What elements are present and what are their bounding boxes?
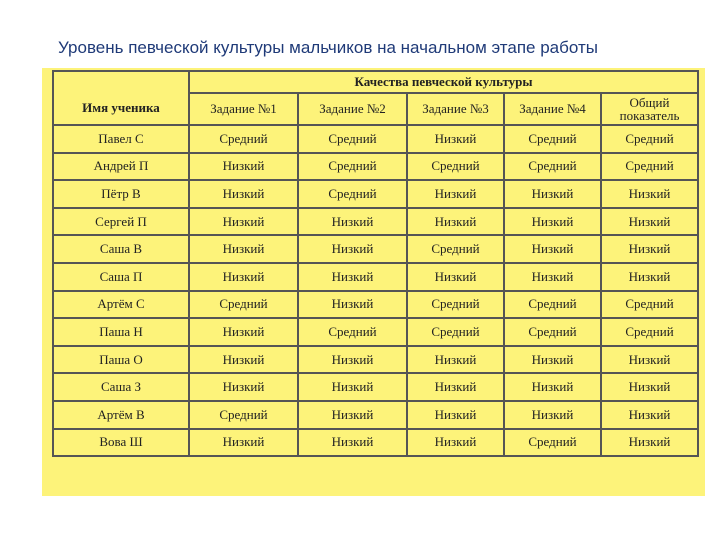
level-cell: Средний xyxy=(407,235,504,263)
student-name-cell: Саша З xyxy=(53,373,189,401)
results-table xyxy=(52,70,699,457)
level-cell: Средний xyxy=(504,291,601,319)
level-cell: Средний xyxy=(601,125,698,153)
level-cell: Средний xyxy=(407,153,504,181)
student-name-cell: Саша П xyxy=(53,263,189,291)
column-header-task-3: Задание №3 xyxy=(407,93,504,125)
level-cell: Низкий xyxy=(407,429,504,457)
student-name-cell: Пётр В xyxy=(53,180,189,208)
level-cell: Средний xyxy=(298,153,407,181)
level-cell: Средний xyxy=(189,125,298,153)
level-cell: Низкий xyxy=(407,401,504,429)
level-cell: Средний xyxy=(298,125,407,153)
level-cell: Низкий xyxy=(407,346,504,374)
level-cell: Средний xyxy=(504,125,601,153)
level-cell: Средний xyxy=(298,318,407,346)
level-cell: Низкий xyxy=(189,180,298,208)
level-cell: Низкий xyxy=(298,291,407,319)
column-header-task-1: Задание №1 xyxy=(189,93,298,125)
name-column-header: Имя ученика xyxy=(53,71,189,125)
column-header-overall: Общий показатель xyxy=(601,93,698,125)
student-name-cell: Саша В xyxy=(53,235,189,263)
student-name-cell: Вова Ш xyxy=(53,429,189,457)
table-row xyxy=(53,235,698,263)
level-cell: Низкий xyxy=(601,373,698,401)
student-name-cell: Паша Н xyxy=(53,318,189,346)
level-cell: Низкий xyxy=(189,235,298,263)
level-cell: Низкий xyxy=(601,208,698,236)
level-cell: Низкий xyxy=(504,373,601,401)
level-cell: Средний xyxy=(189,401,298,429)
level-cell: Низкий xyxy=(601,235,698,263)
level-cell: Низкий xyxy=(298,346,407,374)
table-row xyxy=(53,208,698,236)
level-cell: Низкий xyxy=(189,208,298,236)
level-cell: Низкий xyxy=(298,429,407,457)
table-row xyxy=(53,263,698,291)
column-header-task-4: Задание №4 xyxy=(504,93,601,125)
level-cell: Низкий xyxy=(298,235,407,263)
table-row xyxy=(53,291,698,319)
student-name-cell: Артём С xyxy=(53,291,189,319)
level-cell: Средний xyxy=(504,153,601,181)
student-name-cell: Сергей П xyxy=(53,208,189,236)
group-header: Качества певческой культуры xyxy=(189,71,698,93)
level-cell: Низкий xyxy=(407,263,504,291)
level-cell: Средний xyxy=(189,291,298,319)
level-cell: Низкий xyxy=(504,263,601,291)
level-cell: Низкий xyxy=(601,346,698,374)
table-row xyxy=(53,125,698,153)
student-name-cell: Артём В xyxy=(53,401,189,429)
table-row xyxy=(53,318,698,346)
table-body xyxy=(53,125,698,456)
level-cell: Средний xyxy=(601,153,698,181)
table-row xyxy=(53,180,698,208)
level-cell: Низкий xyxy=(601,429,698,457)
level-cell: Средний xyxy=(407,318,504,346)
level-cell: Низкий xyxy=(298,401,407,429)
level-cell: Низкий xyxy=(189,346,298,374)
level-cell: Низкий xyxy=(298,373,407,401)
level-cell: Низкий xyxy=(298,263,407,291)
level-cell: Средний xyxy=(601,291,698,319)
table-row xyxy=(53,346,698,374)
level-cell: Средний xyxy=(504,318,601,346)
level-cell: Низкий xyxy=(504,208,601,236)
level-cell: Средний xyxy=(407,291,504,319)
table-row xyxy=(53,401,698,429)
level-cell: Низкий xyxy=(407,180,504,208)
page-title: Уровень певческой культуры мальчиков на начальном этапе работы xyxy=(58,38,598,57)
level-cell: Низкий xyxy=(504,346,601,374)
level-cell: Низкий xyxy=(601,263,698,291)
student-name-cell: Паша О xyxy=(53,346,189,374)
level-cell: Низкий xyxy=(189,263,298,291)
level-cell: Средний xyxy=(601,318,698,346)
level-cell: Средний xyxy=(298,180,407,208)
level-cell: Низкий xyxy=(189,153,298,181)
table-panel xyxy=(42,68,705,496)
level-cell: Низкий xyxy=(504,235,601,263)
level-cell: Низкий xyxy=(189,429,298,457)
level-cell: Средний xyxy=(504,429,601,457)
level-cell: Низкий xyxy=(298,208,407,236)
level-cell: Низкий xyxy=(407,208,504,236)
level-cell: Низкий xyxy=(189,373,298,401)
level-cell: Низкий xyxy=(601,401,698,429)
level-cell: Низкий xyxy=(189,318,298,346)
student-name-cell: Павел С xyxy=(53,125,189,153)
table-row xyxy=(53,373,698,401)
level-cell: Низкий xyxy=(407,373,504,401)
column-header-task-2: Задание №2 xyxy=(298,93,407,125)
student-name-cell: Андрей П xyxy=(53,153,189,181)
table-row xyxy=(53,429,698,457)
level-cell: Низкий xyxy=(601,180,698,208)
level-cell: Низкий xyxy=(504,180,601,208)
level-cell: Низкий xyxy=(504,401,601,429)
level-cell: Низкий xyxy=(407,125,504,153)
table-row xyxy=(53,153,698,181)
